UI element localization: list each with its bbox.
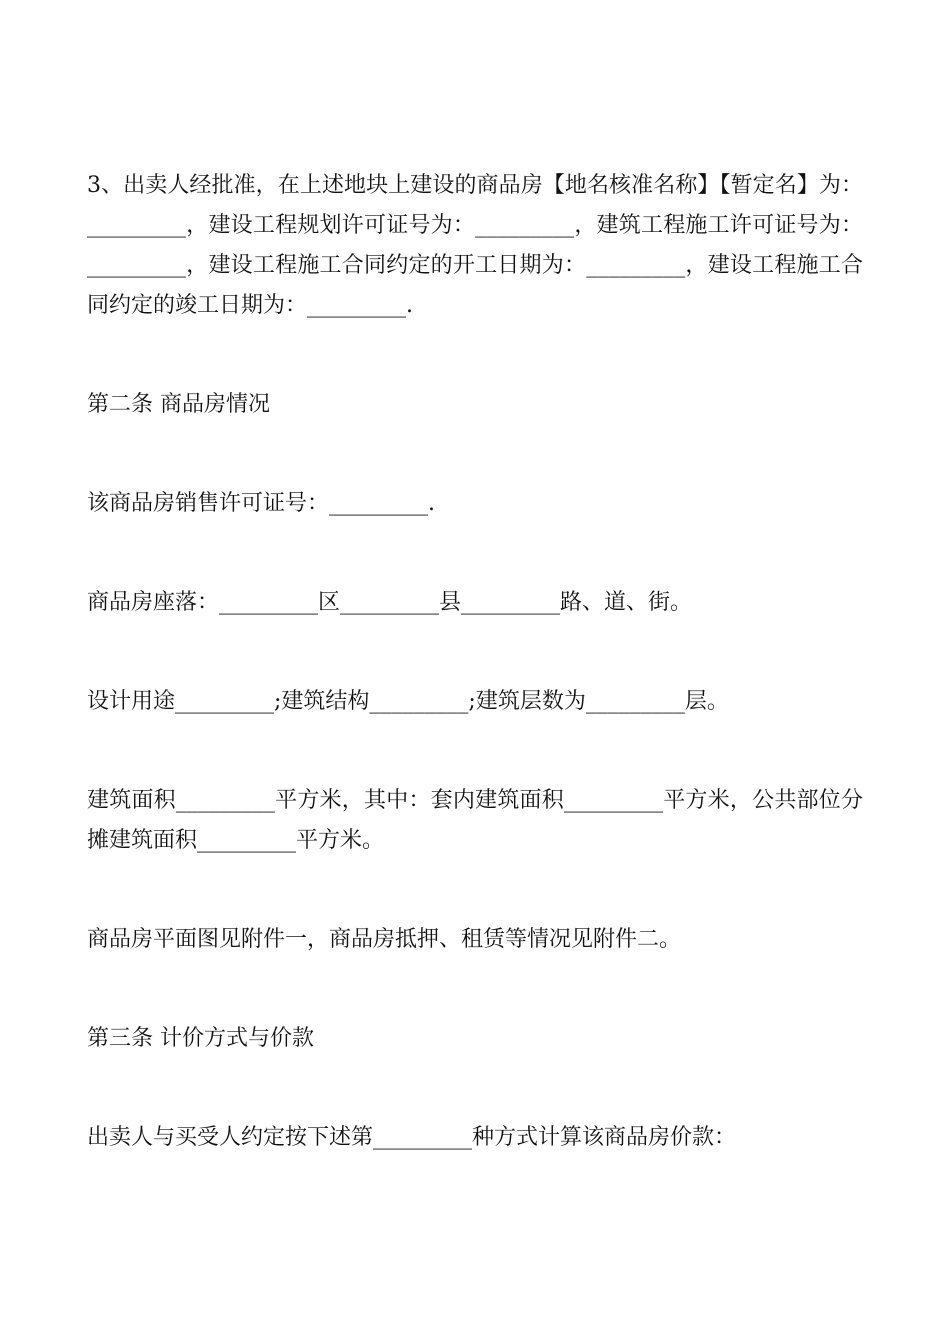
paragraph-project-info: 3、出卖人经批准，在上述地块上建设的商品房【地名核准名称】【暂定名】为：_________，建设工程规划许可证号为：_________，建筑工程施工许可证号为：_________，建设工程施工合同约定的开工日期为：_________，建设工程施工合同约定的竣工日期为：_________. — [87, 173, 863, 318]
paragraph-sale-license: 该商品房销售许可证号：_________. — [87, 491, 435, 516]
paragraph-address: 商品房座落：_________区_________县_________路、道、街。 — [87, 590, 693, 615]
document-page — [87, 166, 863, 1158]
article-3-heading: 第三条 计价方式与价款 — [87, 1026, 314, 1051]
paragraph-attachments: 商品房平面图见附件一，商品房抵押、租赁等情况见附件二。 — [87, 927, 682, 952]
paragraph-area: 建筑面积_________平方米，其中：套内建筑面积_________平方米，公共部位分摊建筑面积_________平方米。 — [87, 788, 863, 853]
article-2-heading: 第二条 商品房情况 — [87, 392, 270, 417]
paragraph-pricing-method: 出卖人与买受人约定按下述第_________种方式计算该商品房价款： — [87, 1125, 737, 1150]
paragraph-design: 设计用途_________;建筑结构_________;建筑层数为_________层。 — [87, 689, 729, 714]
